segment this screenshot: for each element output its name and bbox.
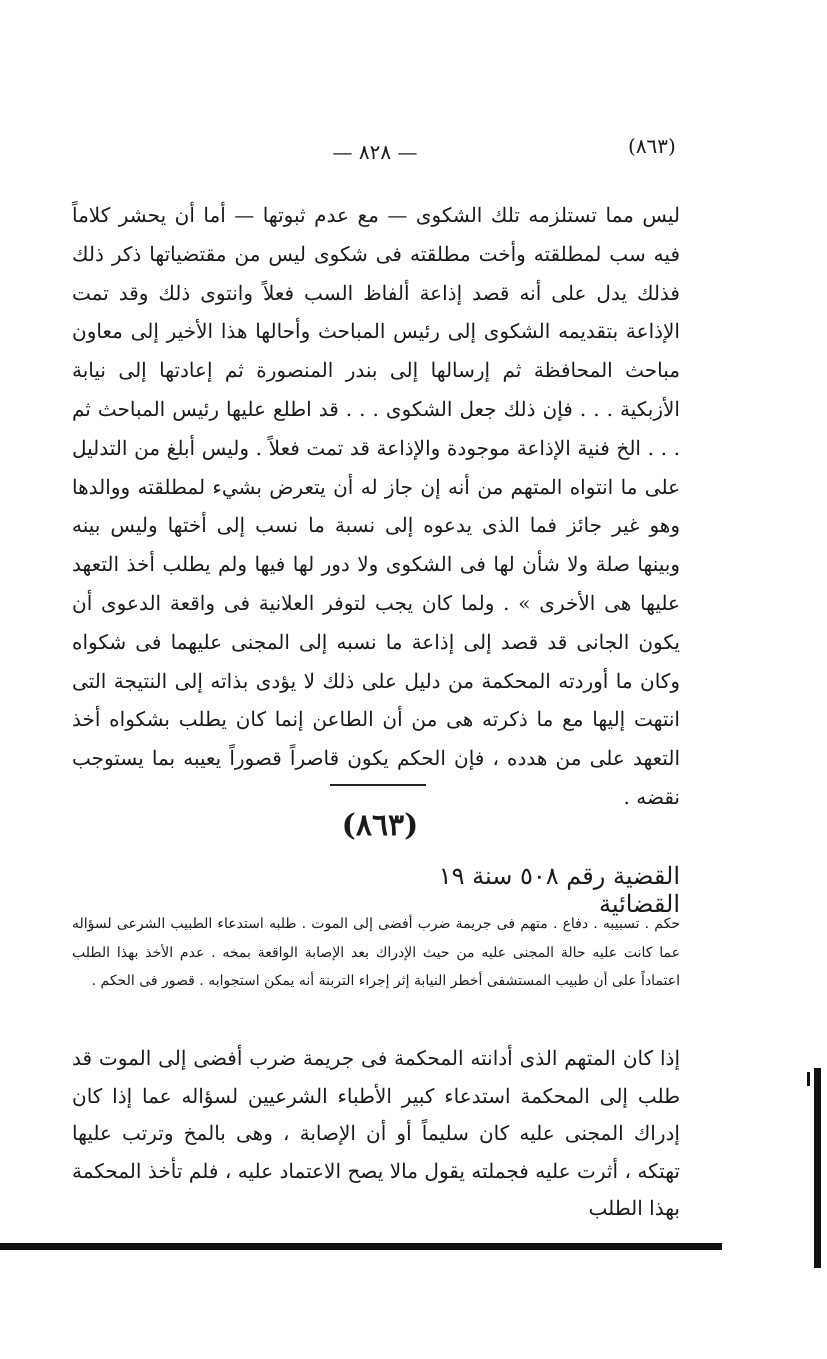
bottom-rule <box>0 1243 722 1250</box>
case-summary: حكم . تسبيبه . دفاع . متهم فى جريمة ضرب أفضى إلى الموت . طلبه استدعاء الطبيب الشرعى لسؤاله عما كانت عليه حالة المجنى عليه من حيث الإدراك بعد الإصابة الواقعة بمخه . عدم الأخذ بهذا الطلب اعتماداً على أن طبيب المستشفى أخطر النيابة إثر إجراء التربنة أنه يمكن استجوابه . قصور فى الحكم . <box>72 916 680 989</box>
section-number: (٨٦٣) <box>341 808 419 843</box>
header-case-number: (٨٦٣) <box>628 134 676 158</box>
section-divider <box>330 784 426 786</box>
case-title: القضية رقم ٥٠٨ سنة ١٩ القضائية <box>438 862 680 918</box>
page-number: — ٨٢٨ — <box>332 140 418 164</box>
margin-tick <box>807 1072 810 1086</box>
body-paragraph-2: إذا كان المتهم الذى أدانته المحكمة فى جريمة ضرب أفضى إلى الموت قد طلب إلى المحكمة استدعاء كبير الأطباء الشرعيين لسؤاله عما إذا كان إدراك المجنى عليه كان سليماً أو أن الإصابة ، وهى بالمخ وترتب عليها تهتكه ، أثرت عليه فجملته يقول مالا يصح الاعتماد عليه ، فلم تأخذ المحكمة بهذا الطلب <box>72 1046 680 1221</box>
body-paragraph: ليس مما تستلزمه تلك الشكوى — مع عدم ثبوتها — أما أن يحشر كلاماً فيه سب لمطلقته وأخت مطلقته فى شكوى ليس من مقتضياتها ذكر ذلك فذلك يدل على أنه قصد إذاعة ألفاظ السب فعلاً وانتوى ذلك وقد تمت الإذاعة بتقديمه الشكوى إلى رئيس المباحث وأحالها هذا الأخير إلى معاون مباحث المحافظة ثم إرسالها إلى بندر المنصورة ثم إعادتها إلى نيابة الأزبكية . . . فإن ذلك جعل الشكوى . . . قد اطلع عليها رئيس المباحث ثم . . . الخ فنية الإذاعة موجودة والإذاعة قد تمت فعلاً . وليس أبلغ من التدليل على ما انتواه المتهم من أنه إن جاز له أن يتعرض بشيء لمطلقته ووالدها وهو غير جائز فما الذى يدعوه إلى نسبة ما نسب إلى أختها وليس بينه وبينها صلة ولا شأن لها فى الشكوى ولا دور لها فيها ولم يطلب أخذ التعهد عليها هى الأخرى » . ولما كان يجب لتوفر العلانية فى واقعة الدعوى أن يكون الجانى قد قصد إلى إذاعة ما نسبه إلى المجنى عليهما فى شكواه وكان ما أوردته المحكمة من دليل على ذلك لا يؤدى بذاته إلى النتيجة التى انتهت إليها مع ما ذكرته هى من أن الطاعن إنما كان يطلب بشكواه أخذ التعهد على من هدده ، فإن الحكم يكون قاصراً قصوراً يعيبه بما يستوجب نقضه . <box>72 203 681 809</box>
margin-bar <box>814 1068 821 1268</box>
